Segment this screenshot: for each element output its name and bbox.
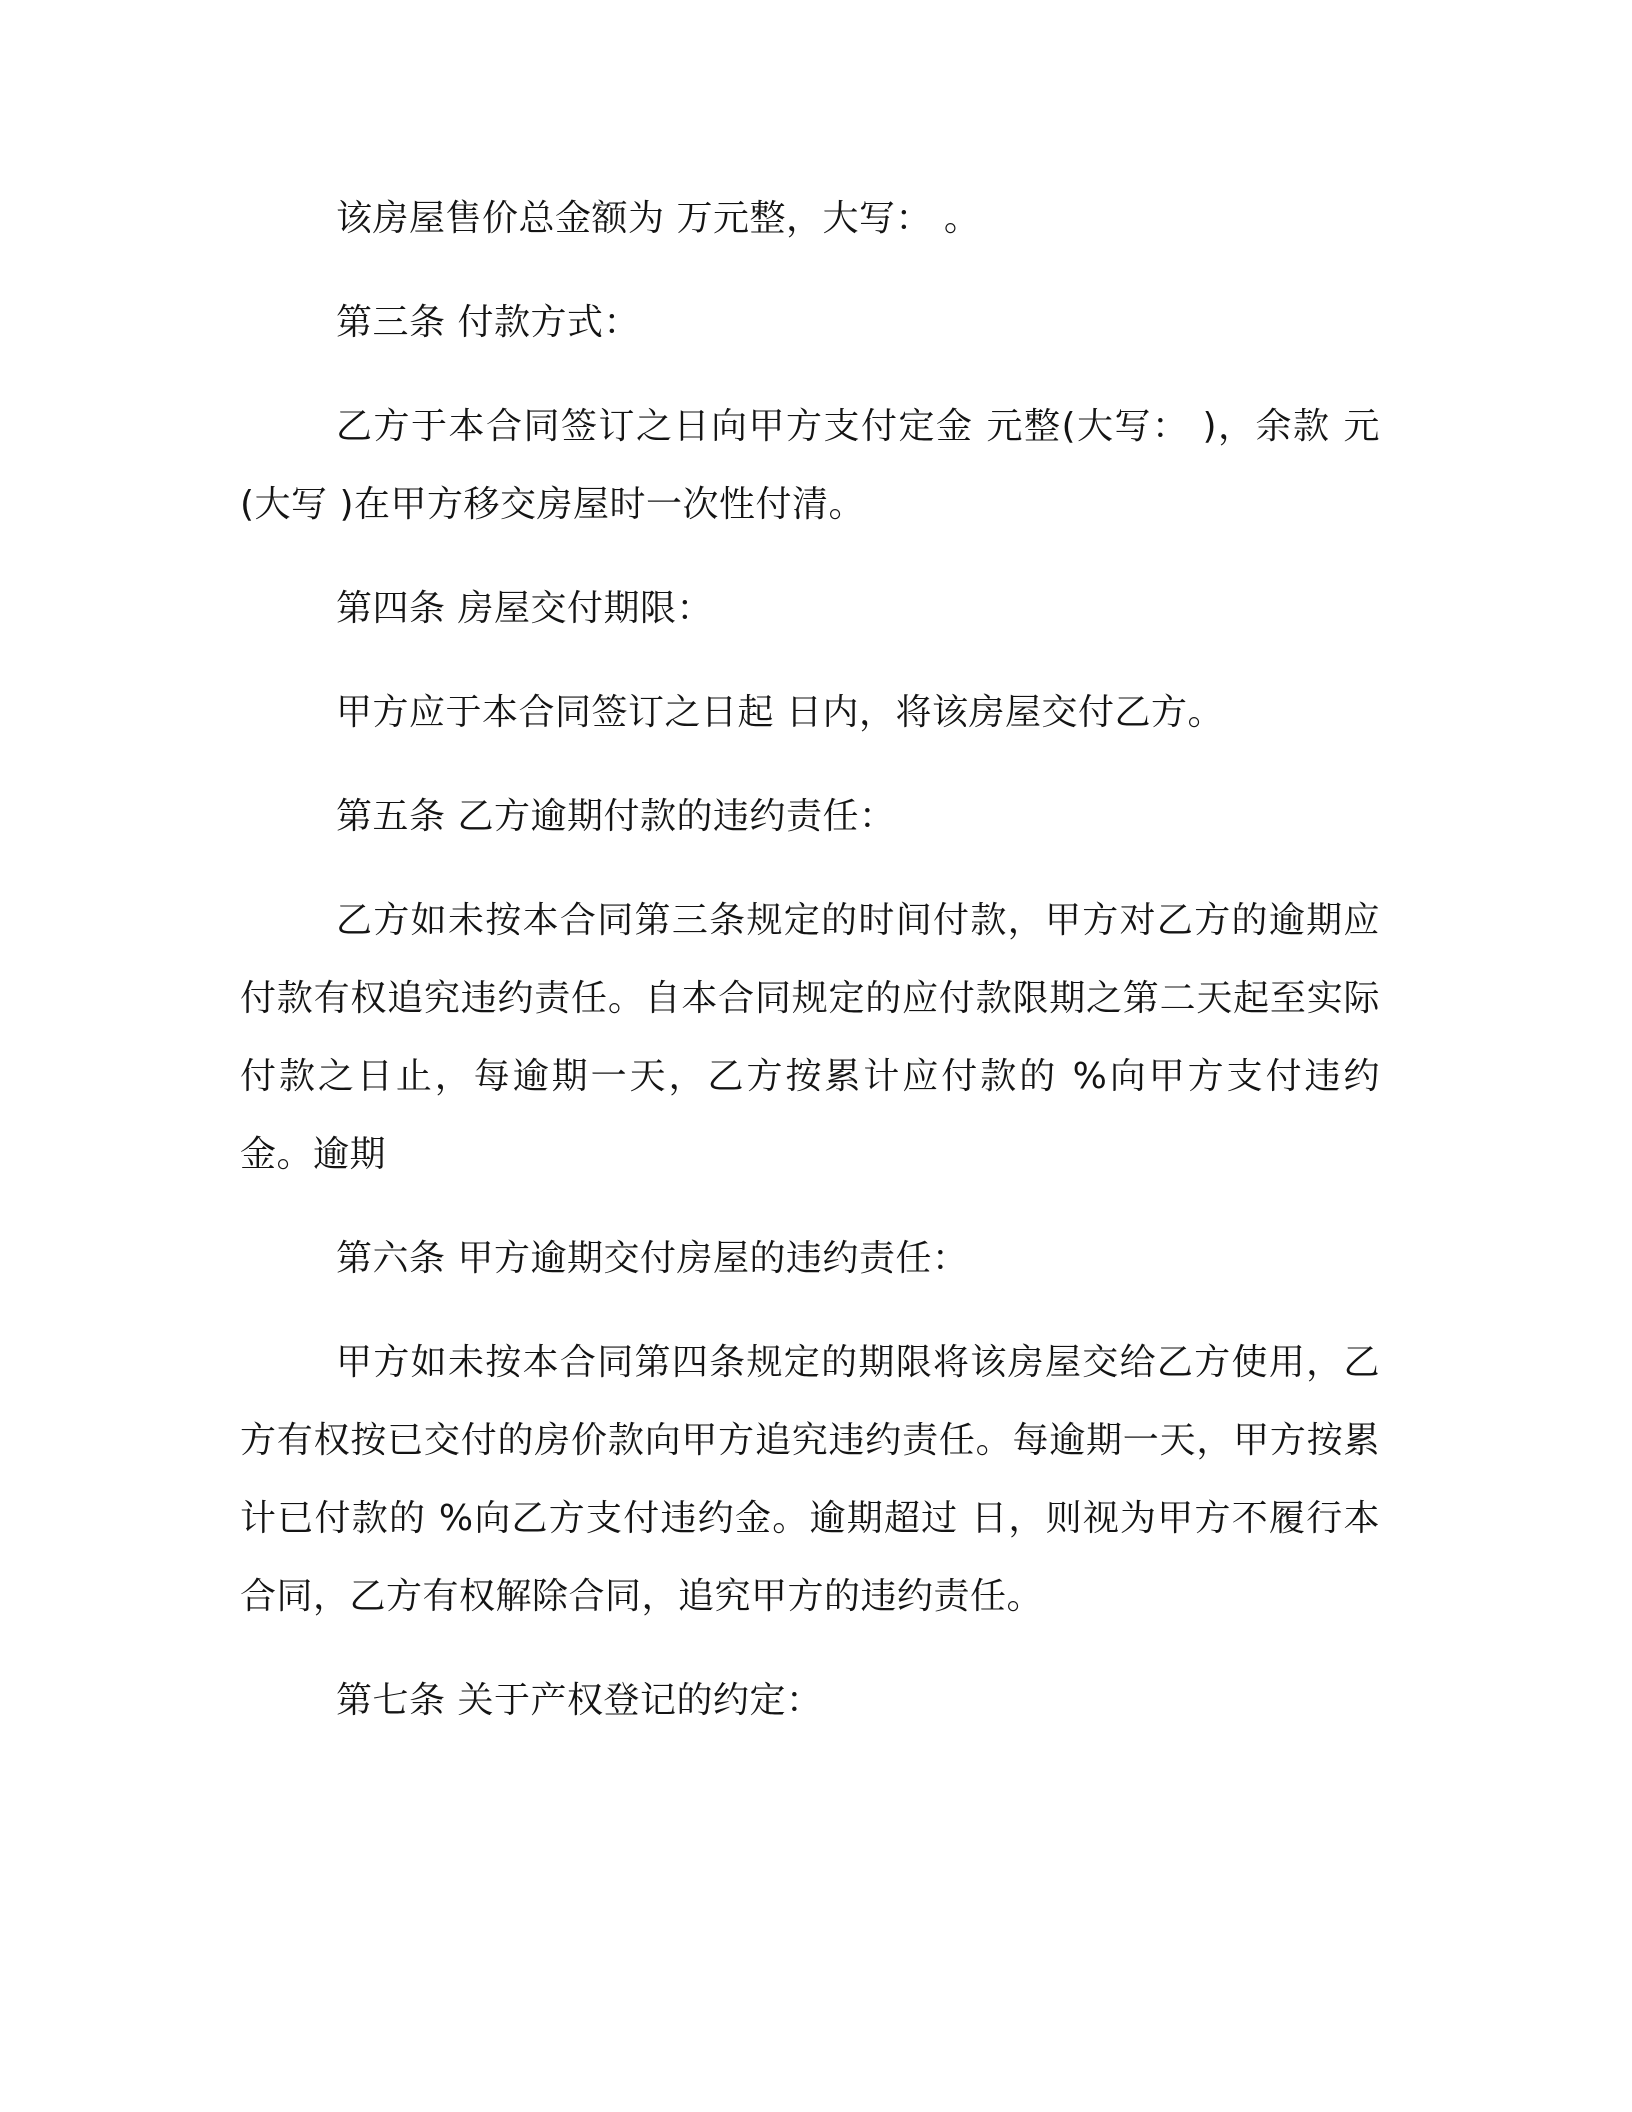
heading-article-4: 第四条 房屋交付期限： xyxy=(336,588,713,629)
paragraph-total-price: 该房屋售价总金额为 万元整，大写： 。 xyxy=(336,198,981,239)
paragraph-payment-method: 乙方于本合同签订之日向甲方支付定金 元整(大写： )，余款 元(大写 )在甲方移交房屋时一次性付清。 xyxy=(240,406,1380,525)
paragraph-buyer-late-payment: 乙方如未按本合同第三条规定的时间付款，甲方对乙方的逾期应付款有权追究违约责任。自本合同规定的应付款限期之第二天起至实际付款之日止，每逾期一天，乙方按累计应付款的 %向甲方支付违约金。逾期 xyxy=(240,900,1380,1175)
paragraph-seller-late-delivery: 甲方如未按本合同第四条规定的期限将该房屋交给乙方使用，乙方有权按已交付的房价款向甲方追究违约责任。每逾期一天，甲方按累计已付款的 %向乙方支付违约金。逾期超过 日，则视为甲方不履行本合同，乙方有权解除合同，追究甲方的违约责任。 xyxy=(240,1342,1380,1617)
heading-article-7: 第七条 关于产权登记的约定： xyxy=(336,1680,823,1721)
document-body xyxy=(240,180,1380,1740)
heading-article-6: 第六条 甲方逾期交付房屋的违约责任： xyxy=(336,1238,969,1279)
heading-article-5: 第五条 乙方逾期付款的违约责任： xyxy=(336,796,896,837)
paragraph-delivery-deadline: 甲方应于本合同签订之日起 日内，将该房屋交付乙方。 xyxy=(336,692,1224,733)
heading-article-3: 第三条 付款方式： xyxy=(336,302,640,343)
